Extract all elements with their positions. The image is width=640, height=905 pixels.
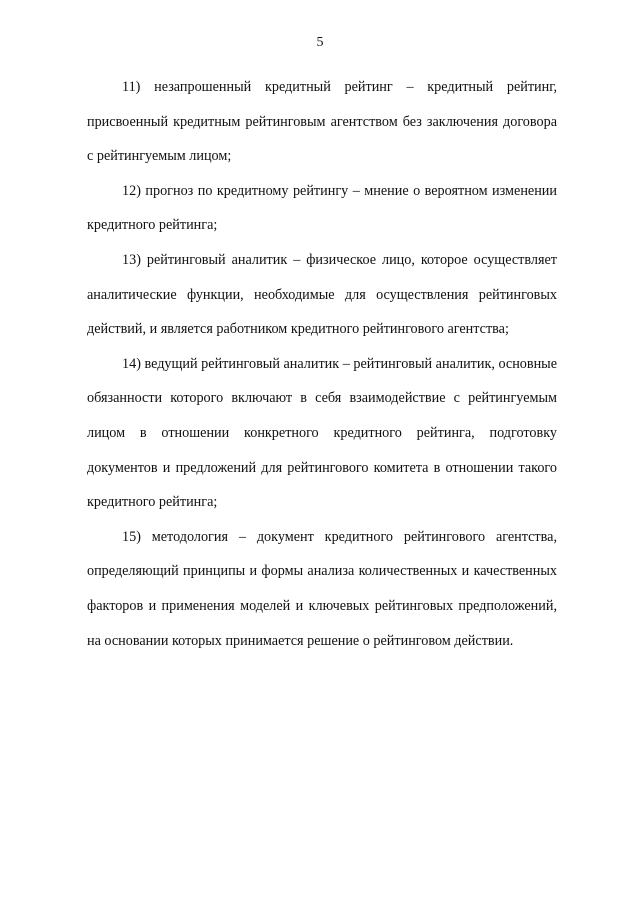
paragraph-item-14: 14) ведущий рейтинговый аналитик – рейтинговый аналитик, основные обязанности которого включают в себя взаимодействие с рейтингуемым лицом в отношении конкретного кредитного рейтинга, подготовку документов и предложений для рейтингового комитета в отношении такого кредитного рейтинга; (87, 355, 557, 511)
paragraph-item-12: 12) прогноз по кредитному рейтингу – мнение о вероятном изменении кредитного рейтинга; (87, 182, 557, 234)
paragraph-item-13: 13) рейтинговый аналитик – физическое лицо, которое осуществляет аналитические функции, необходимые для осуществления рейтинговых действий, и является работником кредитного рейтингового агентства; (87, 251, 557, 338)
paragraph-item-15: 15) методология – документ кредитного рейтингового агентства, определяющий принципы и формы анализа количественных и качественных факторов и применения моделей и ключевых рейтинговых предположений, на основании которых принимается решение о рейтинговом действии. (87, 528, 557, 649)
document-body (87, 70, 557, 658)
paragraph-item-11: 11) незапрошенный кредитный рейтинг – кредитный рейтинг, присвоенный кредитным рейтинговым агентством без заключения договора с рейтингуемым лицом; (87, 79, 557, 165)
page-number: 5 (316, 35, 324, 50)
